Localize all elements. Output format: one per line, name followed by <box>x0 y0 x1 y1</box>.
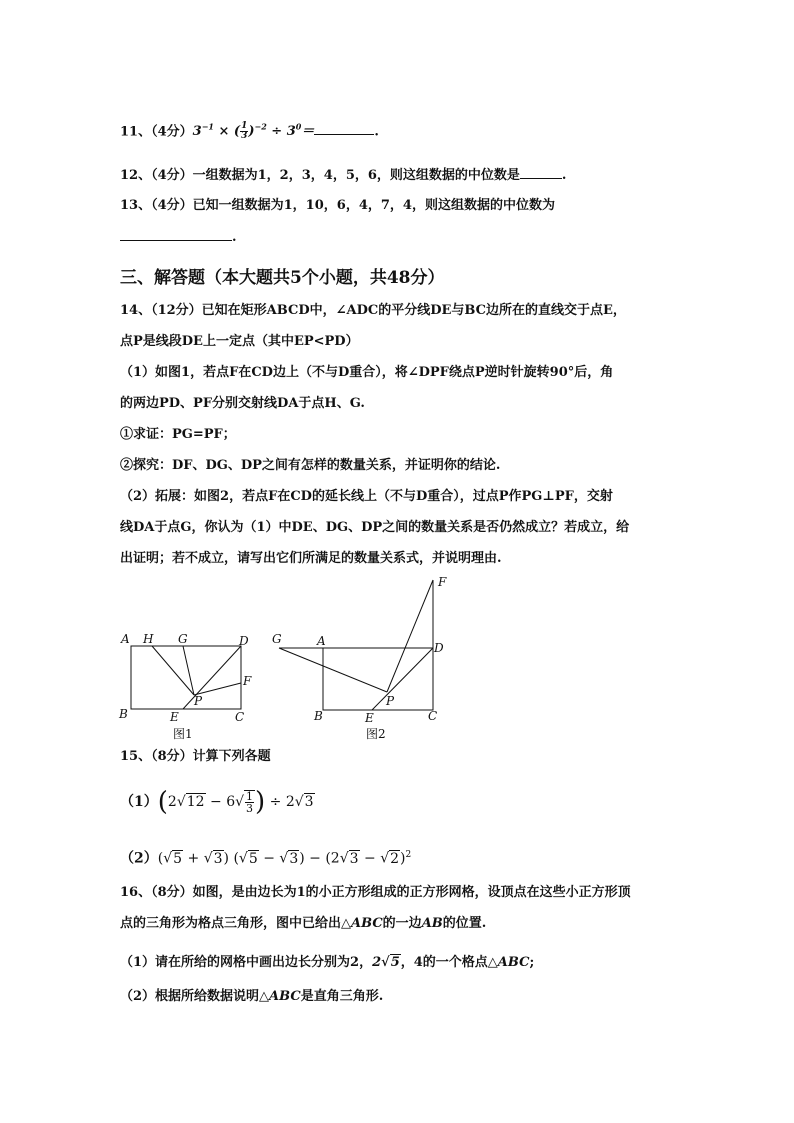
figure-1 <box>131 646 241 709</box>
fig1-label-B: B <box>119 707 128 721</box>
fig2-label-E: E <box>365 711 374 725</box>
fig2-label-G: G <box>272 632 282 646</box>
figure-1-caption: 图1 <box>173 727 193 741</box>
fig2-label-D: D <box>434 641 444 655</box>
fig1-label-H: H <box>143 632 154 646</box>
question-11: 11、（4分）$3^{-1}$ × ( $\frac{1}{3}$ )$^{-2} \div 3^0=$ . <box>120 121 379 142</box>
fig2-label-B: B <box>314 709 323 723</box>
q11-expression: $3^{-1}$ × ( $\frac{1}{3}$ )$^{-2} \div 3^0=$ <box>192 121 315 142</box>
q14-line: （1）如图1，若点F在CD边上（不与D重合），将∠DPF绕点P逆时针旋转90°后，角 <box>120 365 614 380</box>
q14-line: 线DA于点G，你认为（1）中DE、DG、DP之间的数量关系是否仍然成立？若成立，给 <box>120 520 630 535</box>
q11-label: 11、（4分） <box>120 124 193 140</box>
geometry-figures <box>0 570 794 745</box>
answer-blank[interactable] <box>120 228 232 241</box>
q15-part-1: （1）(2√12 − 6√ $\frac{1}{3}$ ) ÷ 2√3 <box>120 787 314 817</box>
answer-blank[interactable] <box>520 166 562 179</box>
figure-2 <box>279 580 433 710</box>
q16-line: 点的三角形为格点三角形，图中已给出△ABC的一边AB的位置. <box>120 916 487 931</box>
q14-line: 14、（12分）已知在矩形ABCD中，∠ADC的平分线DE与BC边所在的直线交于点E， <box>120 303 626 318</box>
fig1-label-C: C <box>235 710 245 724</box>
q14-line: （2）拓展：如图2，若点F在CD的延长线上（不与D重合），过点P作PG⊥PF，交射 <box>120 489 613 504</box>
figure-2-caption: 图2 <box>366 727 386 741</box>
fig2-label-F: F <box>438 575 447 589</box>
fig1-label-E: E <box>170 710 179 724</box>
fig1-label-A: A <box>121 632 130 646</box>
question-12: 12、（4分）一组数据为1，2，3，4，5，6，则这组数据的中位数是 . <box>120 168 567 183</box>
q16-line: 16、（8分）如图，是由边长为1的小正方形组成的正方形网格，设顶点在这些小正方形顶 <box>120 885 631 900</box>
question-13-answer-line: . <box>120 228 237 247</box>
q14-line: ①求证：PG=PF； <box>120 427 236 442</box>
question-15-title: 15、（8分）计算下列各题 <box>120 749 271 764</box>
q14-line: 点P是线段DE上一定点（其中EP<PD） <box>120 334 359 349</box>
fig2-label-C: C <box>428 709 438 723</box>
section-heading: 三、解答题（本大题共5个小题，共48分） <box>120 268 445 288</box>
fig1-label-G: G <box>178 632 188 646</box>
fig2-label-A: A <box>317 634 326 648</box>
fig2-label-P: P <box>386 694 395 708</box>
q16-part-2: （2）根据所给数据说明△ABC是直角三角形. <box>120 989 384 1004</box>
question-13: 13、（4分）已知一组数据为1，10，6，4，7，4，则这组数据的中位数为 <box>120 198 555 213</box>
fig1-label-F: F <box>243 674 252 688</box>
q14-line: ②探究：DF、DG、DP之间有怎样的数量关系，并证明你的结论. <box>120 458 501 473</box>
answer-blank[interactable] <box>314 122 374 135</box>
q15-part-2: （2）(√5 + √3) $(√5 - √3) - (2√3 - √2)^2$ <box>120 850 412 867</box>
fig1-label-P: P <box>194 694 203 708</box>
q14-line: 出证明；若不成立，请写出它们所满足的数量关系式，并说明理由. <box>120 551 502 566</box>
q14-line: 的两边PD、PF分别交射线DA于点H、G. <box>120 396 365 411</box>
q16-part-1: （1）请在所给的网格中画出边长分别为2，2√5，4的一个格点△ABC; <box>120 955 535 970</box>
fig1-label-D: D <box>239 634 249 648</box>
